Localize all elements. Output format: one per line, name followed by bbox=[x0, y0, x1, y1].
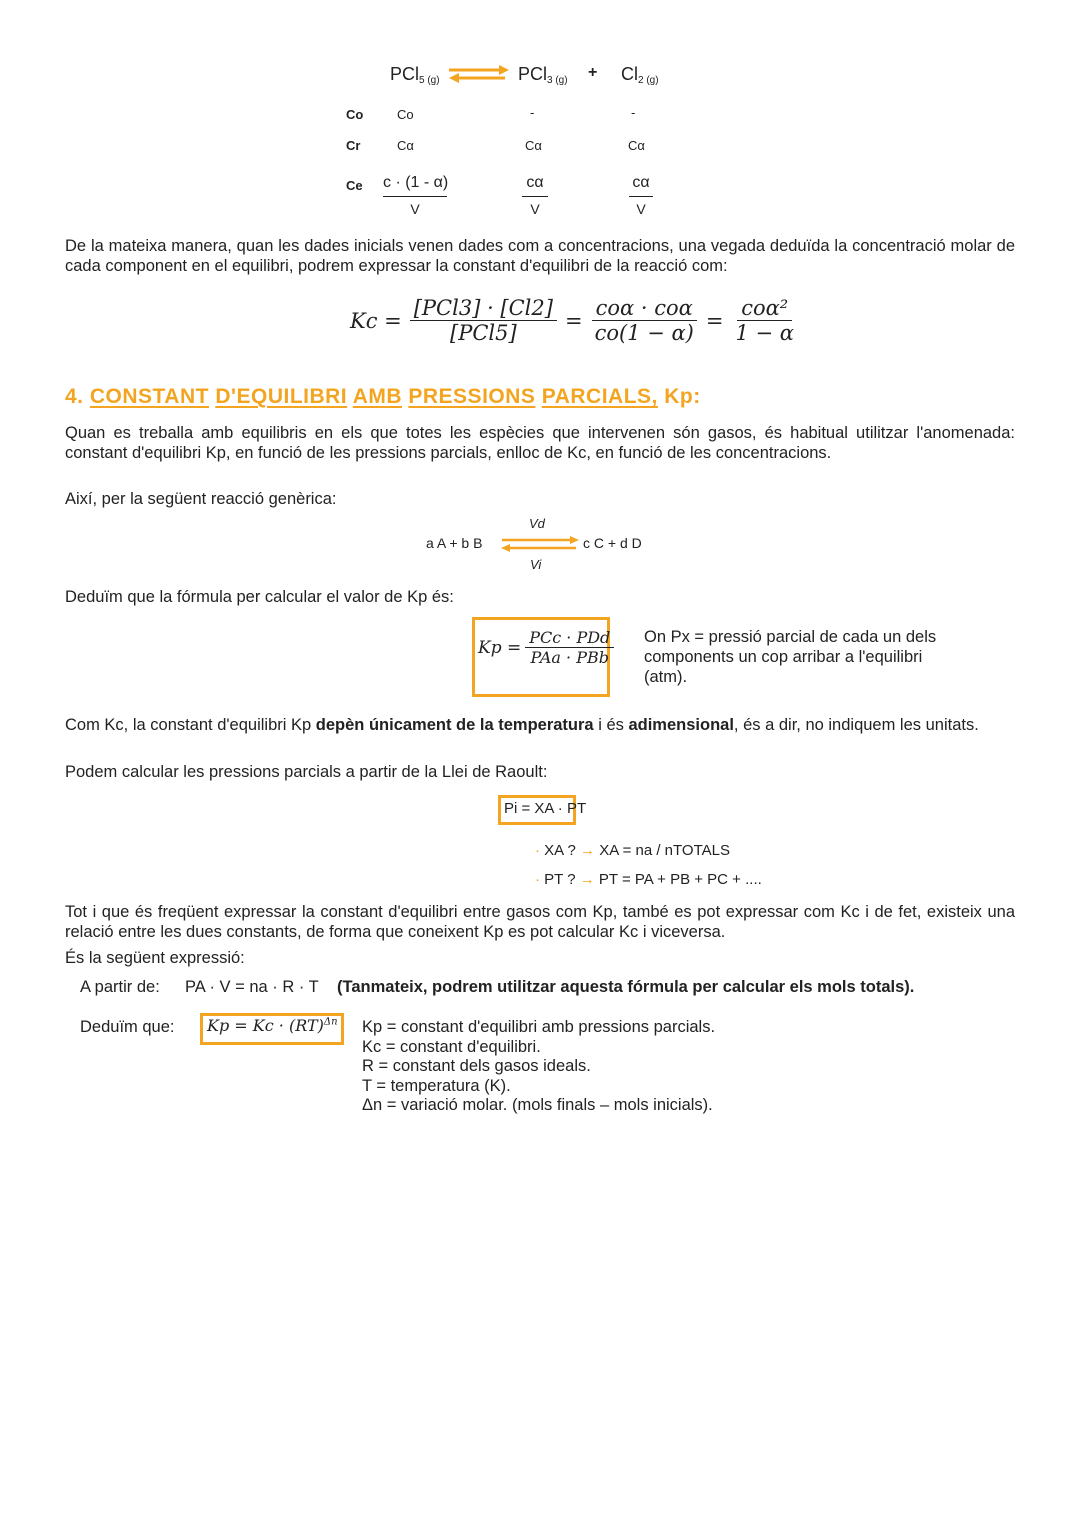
cell: - bbox=[631, 105, 636, 120]
reaction-equation bbox=[390, 64, 440, 86]
ideal-gas-note: (Tanmateix, podrem utilitzar aquesta fórmula per calcular els mols totals). bbox=[337, 978, 915, 996]
cell: Cα bbox=[628, 138, 645, 153]
product-1: PCl$_{3 (g)}$ bbox=[518, 64, 568, 86]
definition: R = constant dels gasos ideals. bbox=[362, 1057, 591, 1075]
cell: Cα bbox=[525, 138, 542, 153]
paragraph: Com Kc, la constant d'equilibri Kp depèn únicament de la temperatura i és adimensional, és a dir, no indiquem les unitats. bbox=[65, 716, 979, 734]
paragraph: Deduïm que la fórmula per calcular el valor de Kp és: bbox=[65, 588, 454, 606]
definition: Kc = constant d'equilibri. bbox=[362, 1037, 541, 1056]
cell: Cα bbox=[397, 138, 414, 153]
row-label-co: Co bbox=[346, 107, 364, 122]
kc-fraction-2: $\frac{\text{coα · coα}}{co(1 - \alpha)}$ bbox=[591, 296, 698, 345]
section-heading: 4. CONSTANT D'EQUILIBRI AMB PRESSIONS PARCIALS, Kp: bbox=[65, 385, 701, 408]
a-partir-label: A partir de: bbox=[80, 978, 160, 996]
generic-reactants: a A + b B bbox=[426, 535, 483, 551]
kc-fraction-3: $\frac{\text{coα²}}{1 - \alpha}$ bbox=[735, 296, 794, 345]
row-label-ce: Ce bbox=[346, 178, 363, 193]
paragraph: Tot i que és freqüent expressar la constant d'equilibri entre gasos com Kp, també es pot expressar com Kc i de fet, existeix una relació entre les dues constants, de forma que coneixent Kp es pot calcular Kc i viceversa. bbox=[65, 903, 1015, 941]
kc-formula: Kc = $\frac{\text{[PCl3] · [Cl2]}}{\text{[PCl5]}}$ = $\frac{\text{coα · coα}}{co(1 - \alpha)}$ = $\frac{\text{coα²}}{1 - \alpha}$ bbox=[350, 296, 798, 345]
definition: T = temperatura (K). bbox=[362, 1076, 511, 1095]
kp-note: On Px = pressió parcial de cada un dels components un cop arribar a l'equilibri (atm). bbox=[644, 628, 937, 686]
bullet-item: · XA ? → XA = na / nTOTALS bbox=[535, 842, 730, 859]
cell-fraction: cα V bbox=[629, 174, 653, 217]
paragraph: Quan es treballa amb equilibris en els que totes les espècies que intervenen són gasos, és habitual utilitzar l'anomenada: constant d'equilibri Kp, en funció de les pressions parcials, enlloc de Kc, en funció de les concentracions. bbox=[65, 424, 1015, 462]
paragraph: Així, per la següent reacció genèrica: bbox=[65, 490, 337, 508]
paragraph: De la mateixa manera, quan les dades inicials venen dades com a concentracions, una vegada deduïda la concentració molar de cada component en el equilibri, podrem expressar la constant d'equilibri de la reacció com: bbox=[65, 237, 1015, 275]
cell-fraction: c · (1 - α) V bbox=[383, 174, 449, 217]
kp-formula: Kp = $\frac{\text{PCc · PDd}}{\text{PAa · PBb}}$ bbox=[478, 628, 614, 667]
equilibrium-arrows-icon bbox=[447, 64, 511, 84]
paragraph: És la següent expressió: bbox=[65, 949, 245, 967]
ideal-gas-formula: PA · V = na · R · T bbox=[185, 978, 319, 996]
kc-fraction-1: $\frac{\text{[PCl3] · [Cl2]}}{\text{[PCl5]}}$ bbox=[410, 296, 557, 345]
row-label-cr: Cr bbox=[346, 138, 361, 153]
vi-label: Vi bbox=[530, 557, 542, 572]
definition: Kp = constant d'equilibri amb pressions parcials. bbox=[362, 1018, 716, 1036]
definitions-list bbox=[362, 1018, 715, 1116]
vd-label: Vd bbox=[529, 516, 545, 531]
equilibrium-arrows-icon bbox=[500, 536, 580, 552]
plus-sign: + bbox=[588, 64, 598, 81]
deduim-label: Deduïm que: bbox=[80, 1018, 175, 1036]
raoult-formula: Pi = XA · PT bbox=[504, 800, 587, 817]
kp-kc-formula: Kp = Kc · (RT)$^{\Delta n}$ bbox=[207, 1016, 338, 1035]
bullet-item: · PT ? → PT = PA + PB + PC + .... bbox=[535, 871, 762, 888]
arrow-right-icon: → bbox=[579, 871, 595, 888]
generic-products: c C + d D bbox=[583, 535, 642, 551]
paragraph: Podem calcular les pressions parcials a partir de la Llei de Raoult: bbox=[65, 763, 548, 781]
definition: Δn = variació molar. (mols finals – mols inicials). bbox=[362, 1096, 713, 1114]
cell: - bbox=[530, 105, 535, 120]
product-2: $Cl_{2 (g)}$ bbox=[621, 64, 659, 86]
reactant: PCl$_{5 (g)}$ bbox=[390, 64, 440, 86]
cell-fraction: cα V bbox=[522, 174, 548, 217]
arrow-right-icon: → bbox=[580, 842, 596, 859]
cell: Co bbox=[397, 107, 414, 122]
